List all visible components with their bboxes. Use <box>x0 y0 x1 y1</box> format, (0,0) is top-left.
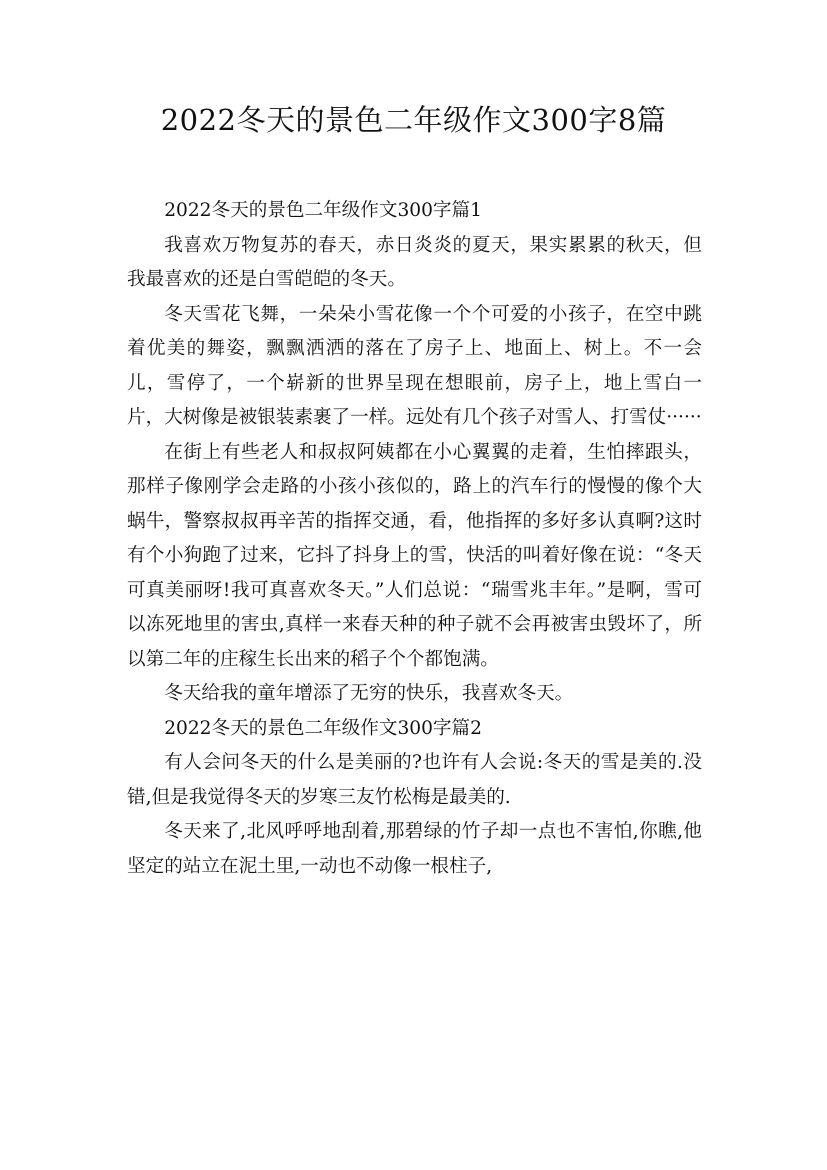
paragraph: 冬天给我的童年增添了无穷的快乐，我喜欢冬天。 <box>164 683 574 704</box>
document-body <box>127 194 702 884</box>
paragraph: 在街上有些老人和叔叔阿姨都在小心翼翼的走着，生怕摔跟头，那样子像刚学会走路的小孩小孩似的，路上的汽车行的慢慢的像个大蜗牛，警察叔叔再辛苦的指挥交通，看，他指挥的多好多认真啊?这时有个小狗跑了过来，它抖了抖身上的雪，快活的叫着好像在说：“冬天可真美丽呀!我可真喜欢冬天。”人们总说：“瑞雪兆丰年。”是啊，雪可以冻死地里的害虫,真样一来春天种的种子就不会再被害虫毁坏了，所以第二年的庄稼生长出来的稻子个个都饱满。 <box>127 441 702 670</box>
paragraph: 我喜欢万物复苏的春天，赤日炎炎的夏天，果实累累的秋天，但我最喜欢的还是白雪皑皑的冬天。 <box>127 234 702 290</box>
document-title: 2022冬天的景色二年级作文300字8篇 <box>160 103 667 137</box>
section-heading: 2022冬天的景色二年级作文300字篇2 <box>164 717 482 739</box>
paragraph: 有人会问冬天的什么是美丽的?也许有人会说:冬天的雪是美的.没错,但是我觉得冬天的岁寒三友竹松梅是最美的. <box>127 752 702 808</box>
paragraph: 冬天来了,北风呼呼地刮着,那碧绿的竹子却一点也不害怕,你瞧,他坚定的站立在泥土里,一动也不动像一根柱子, <box>127 821 702 877</box>
section-heading: 2022冬天的景色二年级作文300字篇1 <box>164 200 482 221</box>
paragraph: 冬天雪花飞舞，一朵朵小雪花像一个个可爱的小孩子，在空中跳着优美的舞姿，飘飘洒洒的落在了房子上、地面上、树上。不一会儿，雪停了，一个崭新的世界呈现在想眼前，房子上，地上雪白一片，大树像是被银装素裹了一样。远处有几个孩子对雪人、打雪仗······ <box>127 303 702 428</box>
